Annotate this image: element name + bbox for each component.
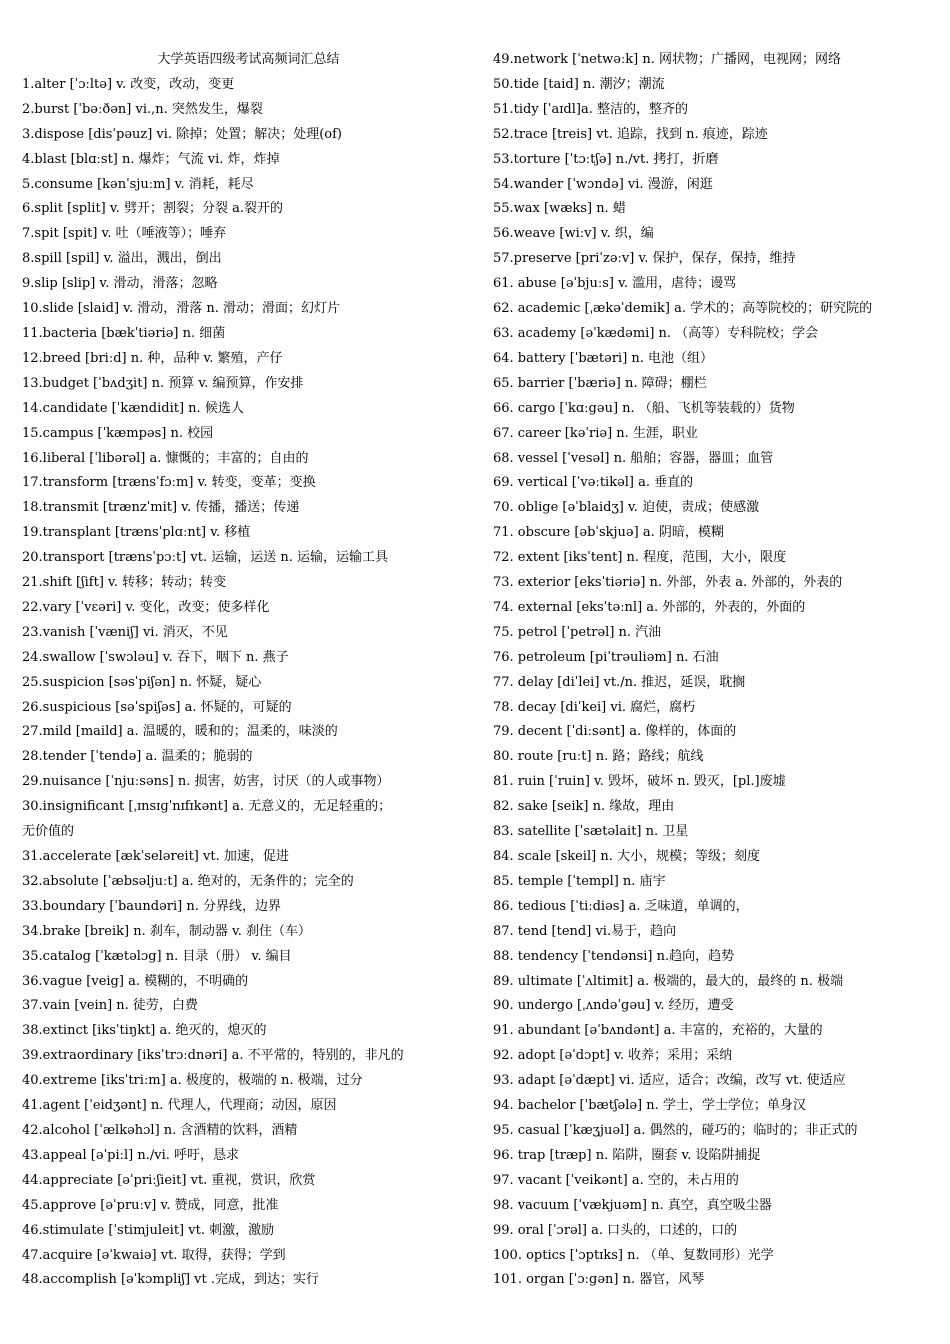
vocab-entry: 5.consume [kənˈsjuːm] v. 消耗，耗尽: [22, 176, 254, 192]
vocab-entry: 99. oral [ˈɔrəl] a. 口头的，口述的，口的: [493, 1222, 738, 1238]
vocab-entry: 64. battery [ˈbætəri] n. 电池（组）: [493, 350, 714, 366]
vocab-entry: 49.network [ˈnetwəːk] n. 网状物；广播网，电视网；网络: [493, 52, 841, 67]
document-title: 大学英语四级考试高频词汇总结: [157, 52, 340, 67]
vocab-entry: 14.candidate [ˈkændidit] n. 候选人: [22, 400, 244, 416]
vocab-entry: 87. tend [tend] vi.易于，趋向: [493, 923, 677, 939]
vocab-entry: 48.accomplish [əˈkɔmpliʃ] vt .完成，到达；实行: [22, 1272, 319, 1288]
vocab-entry: 78. decay [diˈkei] vi. 腐烂，腐朽: [493, 699, 696, 715]
vocab-entry: 100. optics [ˈɔptɪks] n. （单、复数同形）光学: [493, 1247, 774, 1263]
vocab-entry: 74. external [eksˈtəːnl] a. 外部的，外表的，外面的: [493, 599, 806, 615]
vocab-entry: 24.swallow [ˈswɔləu] v. 吞下，咽下 n. 燕子: [22, 649, 289, 665]
vocab-entry: 37.vain [vein] n. 徒劳，白费: [22, 998, 198, 1014]
vocab-entry: 30.insignificant [ˌɪnsɪɡˈnɪfɪkənt] a. 无意义的，无足轻重的；: [22, 799, 392, 815]
vocab-entry: 15.campus [ˈkæmpəs] n. 校园: [22, 425, 214, 441]
vocab-entry: 79. decent [ˈdiːsənt] a. 像样的，体面的: [493, 724, 737, 740]
vocab-entry: 41.agent [ˈeidʒənt] n. 代理人，代理商；动因，原因: [22, 1098, 337, 1114]
left-column: [22, 48, 467, 1293]
vocab-entry-continuation: 无价值的: [22, 824, 75, 840]
vocab-entry: 20.transport [trænsˈpɔːt] vt. 运输，运送 n. 运输，运输工具: [22, 550, 388, 566]
vocab-entry: 27.mild [maild] a. 温暖的，暖和的；温柔的，味淡的: [22, 724, 338, 740]
vocab-entry: 77. delay [diˈlei] vt./n. 推迟，延误，耽搁: [493, 674, 746, 690]
vocab-entry: 94. bachelor [ˈbætʃələ] n. 学士，学士学位；单身汉: [493, 1098, 806, 1114]
vocab-entry: 35.catalog [ˈkætəlɔg] n. 目录（册） v. 编目: [22, 948, 292, 964]
vocab-entry: 17.transform [trænsˈfɔːm] v. 转变，变革；变换: [22, 475, 316, 491]
vocab-entry: 16.liberal [ˈlibərəl] a. 慷慨的；丰富的；自由的: [22, 450, 309, 466]
vocab-entry: 83. satellite [ˈsætəlait] n. 卫星: [493, 824, 689, 840]
vocab-entry: 26.suspicious [səˈspiʃəs] a. 怀疑的，可疑的: [22, 699, 292, 715]
vocab-entry: 69. vertical [ˈvəːtikəl] a. 垂直的: [493, 475, 694, 491]
vocab-entry: 18.transmit [trænzˈmit] v. 传播，播送；传递: [22, 500, 300, 516]
vocab-entry: 31.accelerate [ækˈseləreit] vt. 加速，促进: [22, 849, 289, 864]
vocab-entry: 82. sake [seik] n. 缘故，理由: [493, 799, 675, 815]
vocab-entry: 84. scale [skeil] n. 大小，规模；等级；刻度: [493, 849, 760, 864]
vocab-entry: 67. career [kəˈriə] n. 生涯，职业: [493, 425, 698, 441]
vocab-entry: 68. vessel [ˈvesəl] n. 船舶；容器，器皿；血管: [493, 450, 774, 466]
vocab-entry: 95. casual [ˈkæʒjuəl] a. 偶然的，碰巧的；临时的；非正式的: [493, 1122, 858, 1138]
vocab-entry: 101. organ [ˈɔːgən] n. 器官，风琴: [493, 1272, 705, 1288]
vocab-entry: 76. petroleum [piˈtrəuliəm] n. 石油: [493, 649, 719, 665]
vocab-entry: 57.preserve [priˈzəːv] v. 保护，保存，保持，维持: [493, 251, 796, 267]
vocab-entry: 97. vacant [ˈveikənt] a. 空的，未占用的: [493, 1172, 739, 1188]
vocab-entry: 89. ultimate [ˈʌltimit] a. 极端的，最大的，最终的 n. 极端: [493, 973, 844, 989]
vocab-entry: 42.alcohol [ˈælkəhɔl] n. 含酒精的饮料，酒精: [22, 1122, 298, 1138]
vocab-entry: 19.transplant [trænsˈplɑːnt] v. 移植: [22, 525, 251, 541]
vocab-entry: 23.vanish [ˈvæniʃ] vi. 消灭，不见: [22, 624, 228, 640]
vocab-entry: 51.tidy [ˈaɪdl]a. 整洁的，整齐的: [493, 101, 688, 117]
vocab-entry: 44.appreciate [əˈpriːʃieit] vt. 重视，赏识，欣赏: [22, 1172, 316, 1188]
vocab-entry: 29.nuisance [ˈnjuːsəns] n. 损害，妨害，讨厌（的人或事物）: [22, 774, 390, 790]
vocab-entry: 32.absolute [ˈæbsəljuːt] a. 绝对的，无条件的；完全的: [22, 873, 354, 889]
vocab-entry: 53.torture [ˈtɔːtʃə] n./vt. 拷打，折磨: [493, 151, 719, 167]
vocab-entry: 75. petrol [ˈpetrəl] n. 汽油: [493, 624, 662, 640]
vocab-entry: 56.weave [wiːv] v. 织，编: [493, 226, 654, 242]
vocab-entry: 46.stimulate [ˈstimjuleit] vt. 刺激，激励: [22, 1222, 275, 1238]
right-column: [493, 48, 933, 1293]
vocab-entry: 39.extraordinary [iksˈtrɔːdnəri] a. 不平常的，特别的，非凡的: [22, 1048, 404, 1064]
vocab-entry: 12.breed [briːd] n. 种，品种 v. 繁殖，产仔: [22, 350, 283, 366]
vocab-entry: 7.spit [spit] v. 吐（唾液等）；唾弃: [22, 226, 227, 242]
vocab-entry: 10.slide [slaid] v. 滑动，滑落 n. 滑动；滑面；幻灯片: [22, 301, 340, 317]
vocab-entry: 8.spill [spil] v. 溢出，溅出，倒出: [22, 251, 222, 267]
vocab-entry: 22.vary [ˈvɛəri] v. 变化，改变；使多样化: [22, 599, 270, 615]
vocab-entry: 3.dispose [disˈpəuz] vi. 除掉；处置；解决；处理(of): [22, 126, 342, 142]
vocab-entry: 33.boundary [ˈbaundəri] n. 分界线，边界: [22, 898, 282, 914]
vocab-entry: 11.bacteria [bækˈtiəriə] n. 细菌: [22, 325, 226, 341]
vocab-entry: 50.tide [taid] n. 潮汐；潮流: [493, 76, 665, 92]
vocab-entry: 2.burst [ˈbəːðən] vi.,n. 突然发生，爆裂: [22, 101, 263, 117]
vocab-entry: 65. barrier [ˈbæriə] n. 障碍；棚栏: [493, 375, 707, 391]
vocab-entry: 6.split [split] v. 劈开；割裂；分裂 a.裂开的: [22, 201, 283, 217]
vocab-entry: 62. academic [ˌækəˈdemik] a. 学术的；高等院校的；研究院的: [493, 301, 873, 317]
vocab-entry: 90. undergo [ˌʌndəˈgəu] v. 经历，遭受: [493, 998, 734, 1014]
vocab-entry: 47.acquire [əˈkwaiə] vt. 取得，获得；学到: [22, 1247, 286, 1263]
vocab-entry: 45.approve [əˈpruːv] v. 赞成，同意，批准: [22, 1197, 279, 1213]
vocab-entry: 54.wander [ˈwɔndə] vi. 漫游，闲逛: [493, 176, 713, 192]
vocab-entry: 73. exterior [eksˈtiəriə] n. 外部，外表 a. 外部的，外表的: [493, 575, 843, 591]
vocab-entry: 91. abundant [əˈbʌndənt] a. 丰富的，充裕的，大量的: [493, 1023, 823, 1039]
vocab-entry: 88. tendency [ˈtendənsi] n.趋向，趋势: [493, 948, 735, 964]
vocab-entry: 25.suspicion [səsˈpiʃən] n. 怀疑，疑心: [22, 674, 262, 690]
vocab-entry: 96. trap [træp] n. 陷阱，圈套 v. 设陷阱捕捉: [493, 1147, 761, 1163]
vocab-entry: 28.tender [ˈtendə] a. 温柔的；脆弱的: [22, 749, 253, 765]
vocab-entry: 70. oblige [əˈblaidʒ] v. 迫使，责成；使感激: [493, 500, 760, 516]
vocab-entry: 38.extinct [iksˈtiŋkt] a. 绝灭的，熄灭的: [22, 1023, 267, 1039]
vocab-entry: 93. adapt [əˈdæpt] vi. 适应，适合；改编，改写 vt. 使适应: [493, 1073, 846, 1089]
vocab-entry: 9.slip [slip] v. 滑动，滑落；忽略: [22, 276, 218, 292]
vocab-entry: 4.blast [blɑːst] n. 爆炸；气流 vi. 炸，炸掉: [22, 151, 280, 167]
vocab-entry: 61. abuse [əˈbjuːs] v. 滥用，虐待；谩骂: [493, 276, 737, 292]
vocab-entry: 71. obscure [əbˈskjuə] a. 阴暗，模糊: [493, 525, 724, 541]
vocab-entry: 52.trace [treis] vt. 追踪，找到 n. 痕迹，踪迹: [493, 126, 768, 142]
vocab-entry: 80. route [ruːt] n. 路；路线；航线: [493, 749, 704, 765]
vocab-entry: 13.budget [ˈbʌdʒit] n. 预算 v. 编预算，作安排: [22, 375, 304, 391]
vocab-entry: 36.vague [veig] a. 模糊的，不明确的: [22, 973, 249, 989]
vocab-entry: 72. extent [iksˈtent] n. 程度，范围，大小，限度: [493, 550, 787, 566]
vocab-entry: 21.shift [ʃift] v. 转移；转动；转变: [22, 575, 227, 591]
vocab-entry: 40.extreme [iksˈtriːm] a. 极度的，极端的 n. 极端，过分: [22, 1073, 363, 1089]
vocab-entry: 92. adopt [əˈdɔpt] v. 收养；采用；采纳: [493, 1048, 733, 1064]
vocab-entry: 66. cargo [ˈkɑːgəu] n. （船、飞机等装载的）货物: [493, 400, 795, 416]
vocab-entry: 98. vacuum [ˈvækjuəm] n. 真空，真空吸尘器: [493, 1197, 772, 1213]
vocab-entry: 86. tedious [ˈtiːdiəs] a. 乏味道，单调的，: [493, 898, 749, 914]
vocab-entry: 34.brake [breik] n. 刹车，制动器 v. 刹住（车）: [22, 923, 312, 939]
vocab-entry: 63. academy [əˈkædəmi] n. （高等）专科院校；学会: [493, 325, 819, 341]
vocab-entry: 43.appeal [əˈpiːl] n./vi. 呼吁，恳求: [22, 1147, 240, 1163]
vocab-entry: 81. ruin [ˈruin] v. 毁坏，破坏 n. 毁灭，[pl.]废墟: [493, 774, 786, 790]
vocab-entry: 1.alter [ˈɔːltə] v. 改变，改动，变更: [22, 76, 235, 92]
vocab-entry: 55.wax [wæks] n. 蜡: [493, 201, 626, 217]
vocab-entry: 85. temple [ˈtempl] n. 庙宇: [493, 873, 666, 889]
